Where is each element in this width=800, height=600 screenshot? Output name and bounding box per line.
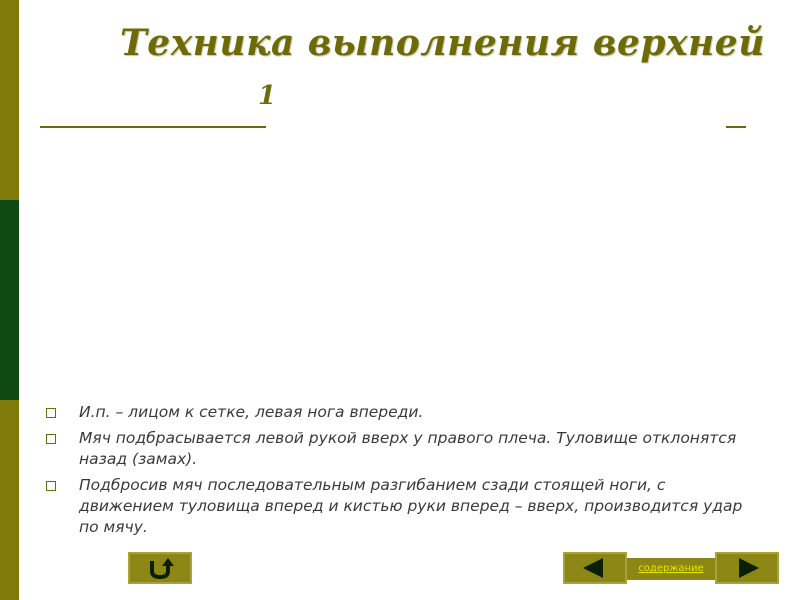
bullet-square-icon <box>46 408 56 418</box>
return-button[interactable] <box>128 552 192 584</box>
contents-link[interactable]: содержание <box>627 558 715 580</box>
left-decor-bar-bottom <box>0 400 19 600</box>
bullet-text: Подбросив мяч последовательным разгибанием сзади стоящей ноги, с движением туловища вперед и кистью руки вперед – вверх, производится удар по мячу. <box>79 476 743 536</box>
bullet-item <box>46 428 746 470</box>
slide-title: Техника выполнения верхней <box>120 22 765 64</box>
previous-slide-button[interactable] <box>563 552 627 584</box>
left-decor-bar-top <box>0 0 19 200</box>
bullet-item <box>46 475 746 538</box>
left-decor-bar-middle <box>0 200 19 400</box>
title-underline-right <box>726 126 746 128</box>
u-turn-icon <box>130 554 190 582</box>
next-slide-button[interactable] <box>715 552 779 584</box>
bullet-list <box>46 402 746 543</box>
bullet-square-icon <box>46 481 56 491</box>
bullet-text: Мяч подбрасывается левой рукой вверх у правого плеча. Туловище отклонятся назад (замах). <box>79 429 737 468</box>
slide-title-fragment: 1 <box>258 81 277 111</box>
bullet-item <box>46 402 746 423</box>
bullet-square-icon <box>46 434 56 444</box>
bullet-text: И.п. – лицом к сетке, левая нога впереди. <box>79 403 424 421</box>
arrow-left-icon <box>565 554 625 582</box>
arrow-right-icon <box>717 554 777 582</box>
title-underline-left <box>40 126 266 128</box>
